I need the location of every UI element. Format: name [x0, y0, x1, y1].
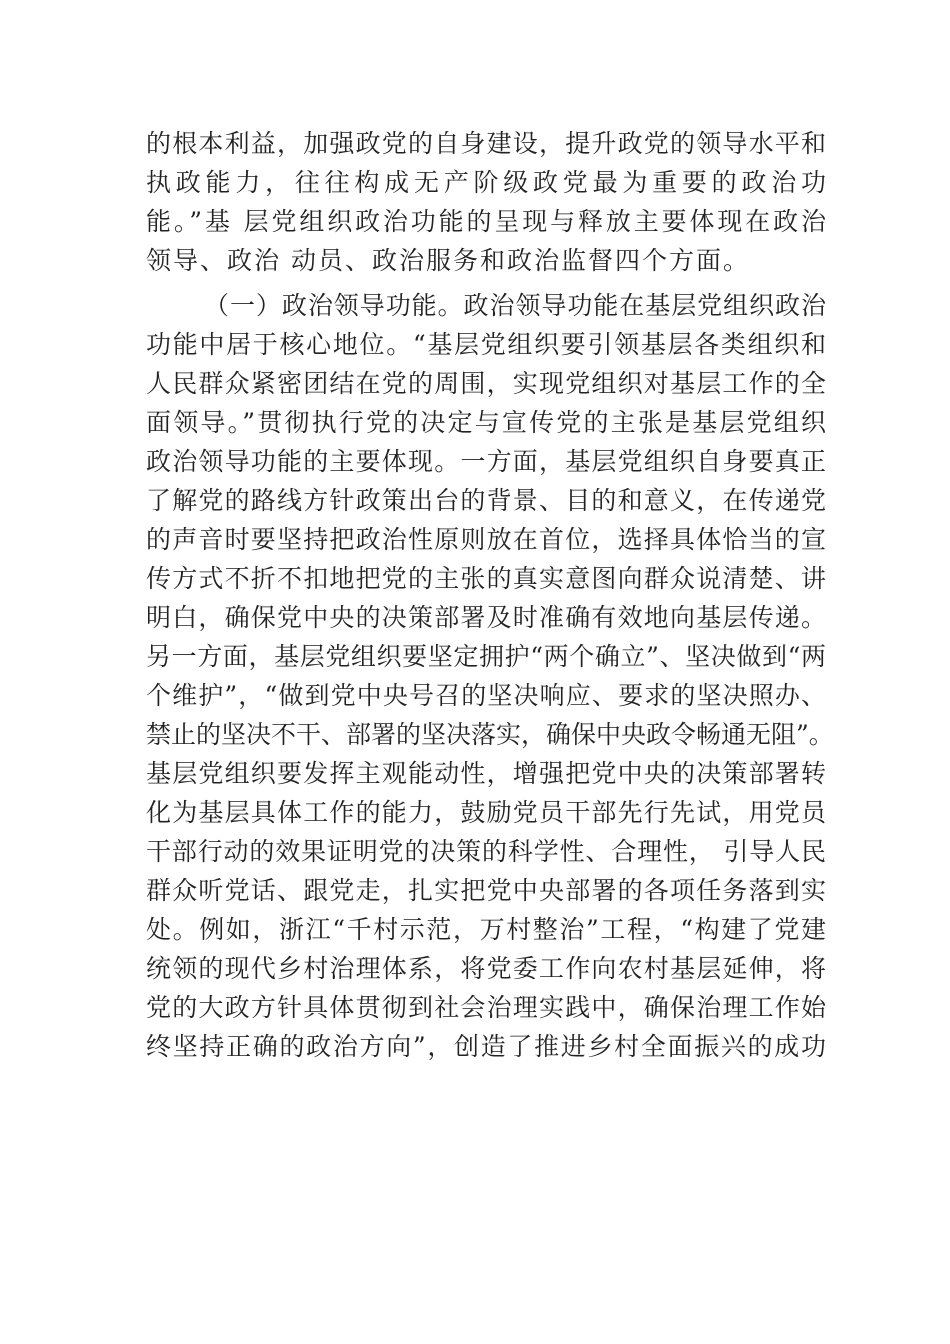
text-line: 了解党的路线方针政策出台的背景、目的和意义，在传递党 [146, 486, 826, 515]
text-line: 领导、政治 动员、政治服务和政治监督四个方面。 [146, 246, 750, 275]
text-line: 明白，确保党中央的决策部署及时准确有效地向基层传递。 [146, 603, 826, 632]
text-line: 禁止的坚决不干、部署的坚决落实，确保中央政令畅通无阻”。 [146, 720, 834, 749]
text-line: 的根本利益，加强政党的自身建设，提升政党的领导水平和 [146, 129, 826, 158]
text-line: 功能中居于核心地位。“基层党组织要引领基层各类组织和 [146, 330, 826, 359]
text-line: 传方式不折不扣地把党的主张的真实意图向群众说清楚、讲 [146, 564, 826, 593]
text-line: 另一方面，基层党组织要坚定拥护“两个确立”、坚决做到“两 [146, 642, 826, 671]
text-line: 面领导。”贯彻执行党的决定与宣传党的主张是基层党组织 [146, 408, 826, 437]
text-line: 终坚持正确的政治方向”，创造了推进乡村全面振兴的成功 [146, 1032, 826, 1061]
text-line: 能。”基 层党组织政治功能的呈现与释放主要体现在政治 [146, 207, 826, 236]
text-line: 化为基层具体工作的能力，鼓励党员干部先行先试，用党员 [146, 798, 826, 827]
section-heading-line: （一）政治领导功能。政治领导功能在基层党组织政治 [204, 291, 826, 320]
text-line: 执政能力，往往构成无产阶级政党最为重要的政治功 [146, 168, 826, 197]
text-line: 处。例如，浙江“千村示范，万村整治”工程，“构建了党建 [146, 915, 826, 944]
text-line: 统领的现代乡村治理体系，将党委工作向农村基层延伸，将 [146, 954, 826, 983]
text-line: 干部行动的效果证明党的决策的科学性、合理性， 引导人民 [146, 837, 826, 866]
text-line: 的声音时要坚持把政治性原则放在首位，选择具体恰当的宣 [146, 525, 826, 554]
text-line: 人民群众紧密团结在党的周围，实现党组织对基层工作的全 [146, 369, 826, 398]
text-line: 政治领导功能的主要体现。一方面，基层党组织自身要真正 [146, 447, 826, 476]
text-line: 基层党组织要发挥主观能动性，增强把党中央的决策部署转 [146, 759, 826, 788]
text-line: 党的大政方针具体贯彻到社会治理实践中，确保治理工作始 [146, 993, 826, 1022]
text-line: 群众听党话、跟党走，扎实把党中央部署的各项任务落到实 [146, 876, 826, 905]
text-line: 个维护”，“做到党中央号召的坚决响应、要求的坚决照办、 [146, 681, 826, 710]
